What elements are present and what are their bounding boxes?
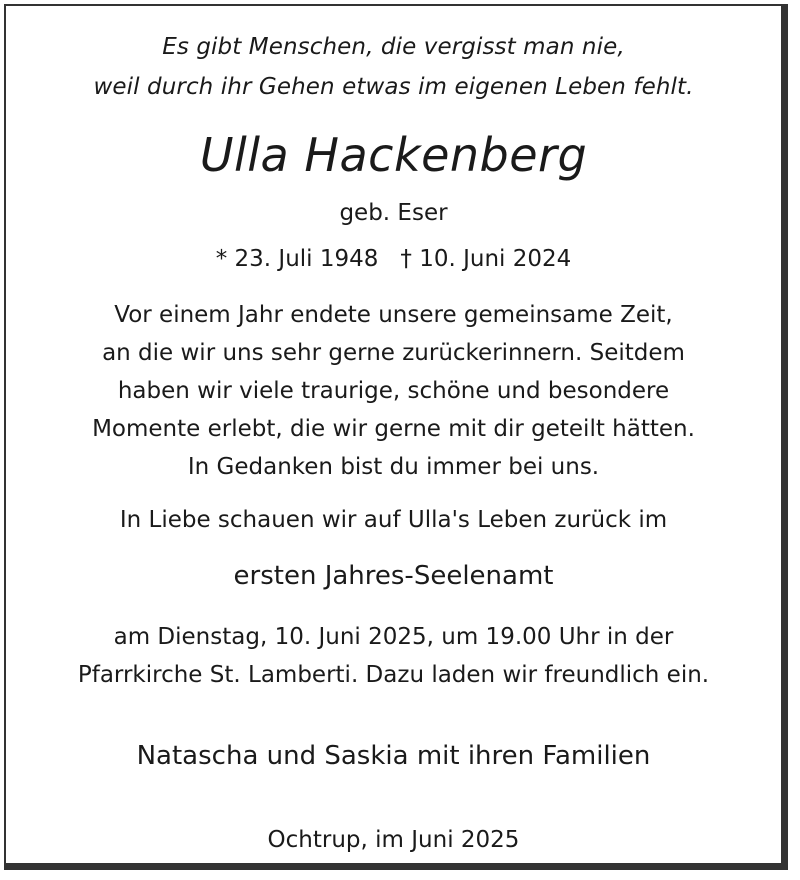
message-line-1: Vor einem Jahr endete unsere gemeinsame Zeit, xyxy=(114,302,673,328)
obituary-notice xyxy=(4,4,788,870)
signatories: Natascha und Saskia mit ihren Familien xyxy=(136,741,651,771)
life-dates xyxy=(6,248,781,271)
deceased-name: Ulla Hackenberg xyxy=(199,128,588,182)
message-line-4: Momente erlebt, die wir gerne mit dir geteilt hätten. xyxy=(92,416,695,442)
details-line-2: Pfarrkirche St. Lamberti. Dazu laden wir freundlich ein. xyxy=(77,662,710,688)
place-date: Ochtrup, im Juni 2025 xyxy=(267,827,520,853)
maiden-name: geb. Eser xyxy=(339,200,448,226)
details-line-1: am Dienstag, 10. Juni 2025, um 19.00 Uhr in der xyxy=(113,624,674,650)
message-line-3: haben wir viele traurige, schöne und besondere xyxy=(117,378,670,404)
message-line-5: In Gedanken bist du immer bei uns. xyxy=(187,454,600,480)
message-line-2: an die wir uns sehr gerne zurückerinnern. Seitdem xyxy=(102,340,685,366)
death-date: † 10. Juni 2024 xyxy=(400,246,572,272)
intro-line: In Liebe schauen wir auf Ulla's Leben zurück im xyxy=(119,507,668,533)
motto-line-1: Es gibt Menschen, die vergisst man nie, xyxy=(162,34,625,60)
birth-date: * 23. Juli 1948 xyxy=(215,246,379,272)
service-name: ersten Jahres-Seelenamt xyxy=(233,561,554,591)
motto-line-2: weil durch ihr Gehen etwas im eigenen Leben fehlt. xyxy=(93,74,694,100)
